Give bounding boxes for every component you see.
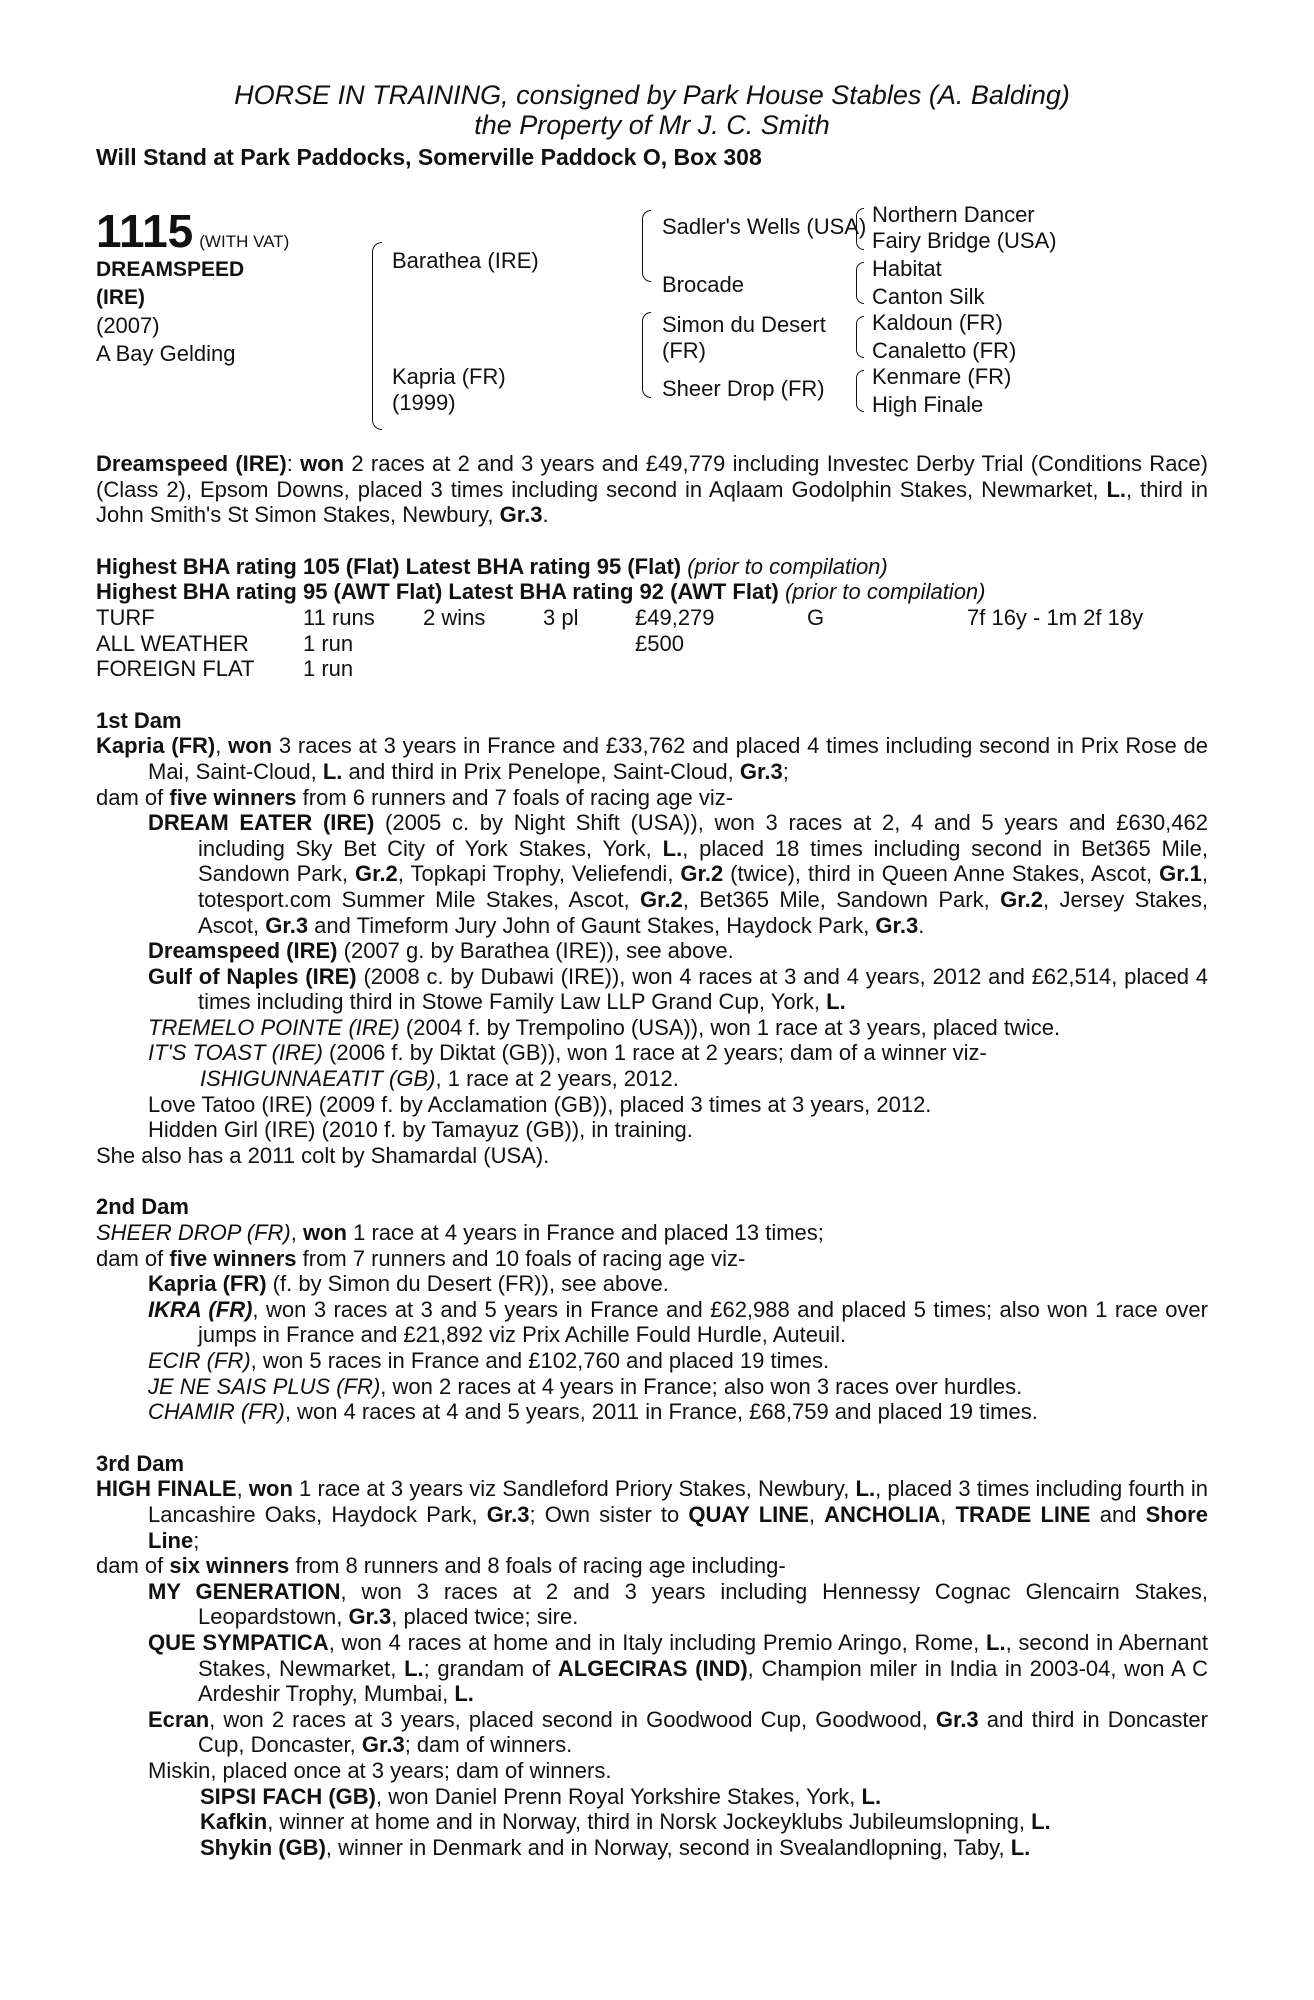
emphasis-text: Gr.3 [499, 502, 543, 528]
text-run: ; dam of winners. [404, 1732, 573, 1758]
brace-gen1 [372, 242, 382, 430]
emphasis-text: L. [826, 989, 846, 1015]
text-run: dam of [96, 1245, 170, 1271]
gen3-ds-sire: Kaldoun (FR) [872, 310, 1003, 335]
dam-year: (1999) [392, 390, 456, 415]
stats-cell [543, 656, 635, 682]
text-run: , won 3 races at 2 and 3 years including Hennessy Cognac Glencairn Stakes, Leopardstown, [198, 1578, 1208, 1630]
emphasis-text: Ecran [148, 1706, 210, 1732]
text-run: , won 5 races in France and £102,760 and placed 19 times. [250, 1348, 830, 1373]
text-run: , placed 18 times including second in Bet365 Mile, Sandown Park, [198, 835, 1208, 887]
emphasis-text: Dreamspeed (IRE) [96, 451, 287, 476]
italic-text: CHAMIR (FR) [148, 1399, 285, 1425]
brace-ss [856, 208, 864, 250]
emphasis-text: IKRA (FR) [148, 1296, 253, 1322]
text-run: , won 3 races at 3 and 5 years in France and £62,988 and placed 5 times; also won 1 race over jumps in France and £21,892 viz Prix Achille Fould Hurdle, Auteuil. [198, 1296, 1208, 1348]
brace-ds [856, 316, 864, 358]
emphasis-text: Dreamspeed (IRE) [148, 938, 338, 964]
emphasis-text: Kapria (FR) [148, 1271, 267, 1297]
emphasis-text: won [300, 451, 345, 476]
gen3-sd-sire: Habitat [872, 256, 942, 281]
ratings-block [96, 554, 1208, 605]
emphasis-text: Gr.1 [1159, 861, 1202, 887]
pedigree-paragraph [96, 785, 1208, 811]
stats-cell: 3 pl [543, 604, 579, 630]
emphasis-text: L. [454, 1681, 474, 1707]
emphasis-text: Gr.3 [739, 758, 783, 784]
stats-cell [543, 631, 635, 657]
text-run: and [1090, 1501, 1146, 1527]
italic-text: JE NE SAIS PLUS (FR) [148, 1373, 381, 1399]
pedigree-paragraph [96, 1297, 1208, 1348]
section-title: 3rd Dam [96, 1450, 185, 1476]
text-run: , Topkapi Trophy, Veliefendi, [397, 861, 681, 887]
gen3-ds-dam: Canaletto (FR) [872, 338, 1017, 363]
emphasis-text: MY GENERATION [148, 1578, 341, 1604]
text-run: ; [782, 758, 789, 784]
horse-name [96, 256, 244, 312]
horse-info [96, 312, 235, 368]
stats-cell: TURF [96, 604, 155, 630]
text-run: , 1 race at 2 years, 2012. [435, 1066, 679, 1092]
dam-sire-line1: Simon du Desert [662, 312, 826, 337]
horse-description: A Bay Gelding [96, 341, 236, 366]
italic-text: SHEER DROP (FR) [96, 1220, 291, 1246]
stats-cell: 7f 16y - 1m 2f 18y [967, 604, 1144, 630]
text-run: and Timeform Jury John of Gaunt Stakes, Haydock Park, [308, 912, 876, 938]
emphasis-text: L. [1031, 1809, 1051, 1835]
text-run: (twice), third in Queen Anne Stakes, Ascot, [723, 861, 1160, 887]
lot-number: 1115 [96, 205, 194, 257]
emphasis-text: Gr.2 [354, 861, 398, 887]
text-run: , won 2 races at 4 years in France; also won 3 races over hurdles. [380, 1373, 1023, 1399]
pedigree-block [96, 200, 1208, 445]
pedigree-paragraph [96, 1066, 1208, 1092]
italic-text: (prior to compilation) [778, 579, 986, 605]
section-title: 1st Dam [96, 707, 182, 733]
text-run: from 7 runners and 10 foals of racing age viz- [296, 1245, 746, 1271]
dam-section [96, 1451, 1208, 1861]
text-run: ; grandam of [423, 1655, 558, 1681]
stats-cell: £49,279 [635, 604, 715, 630]
text-run: She also has a 2011 colt by Shamardal (USA). [96, 1142, 550, 1168]
text-run: (2008 c. by Dubawi (IRE)), won 4 races at 3 and 4 years, 2012 and £62,514, placed 4 times including third in Stowe Family Law LLP Grand Cup, York, [198, 963, 1208, 1015]
italic-text: ISHIGUNNAEATIT (GB) [200, 1066, 436, 1092]
text-run: , won 4 races at home and in Italy including Premio Aringo, Rome, [328, 1629, 986, 1655]
emphasis-text: won [302, 1220, 347, 1246]
stats-cell [423, 656, 543, 682]
vat-note: (WITH VAT) [199, 232, 290, 251]
race-summary [96, 451, 1208, 528]
stats-cell: 1 run [303, 656, 354, 682]
italic-text: TREMELO POINTE (IRE) [148, 1014, 400, 1040]
emphasis-text: Kapria (FR) [96, 733, 216, 759]
pedigree-paragraph [96, 1835, 1208, 1861]
emphasis-text: won [248, 1476, 293, 1502]
text-run: , winner in Denmark and in Norway, second in Svealandlopning, Taby, [325, 1834, 1011, 1860]
emphasis-text: L. [662, 835, 683, 861]
pedigree-paragraph [96, 1579, 1208, 1630]
lot-heading [96, 205, 290, 257]
emphasis-text: Gr.2 [1000, 886, 1043, 912]
emphasis-text: six winners [169, 1553, 290, 1579]
text-run: (2004 f. by Trempolino (USA)), won 1 race at 3 years, placed twice. [399, 1014, 1061, 1040]
stats-row [96, 656, 1208, 682]
dam-sire-line2: (FR) [662, 338, 706, 363]
text-run: , Bet365 Mile, Sandown Park, [682, 886, 1001, 912]
brace-dd [856, 370, 864, 412]
owner-line: the Property of Mr J. C. Smith [474, 110, 830, 140]
brace-sire [642, 210, 651, 282]
emphasis-text: HIGH FINALE [96, 1476, 237, 1502]
italic-text: (prior to compilation) [681, 553, 888, 579]
gen3-dd-dam: High Finale [872, 392, 984, 417]
pedigree-paragraph [96, 1784, 1208, 1810]
stats-cell: ALL WEATHER [96, 630, 249, 656]
text-run: . [918, 912, 925, 938]
stats-cell [967, 631, 1208, 657]
emphasis-text: Shore Line [148, 1501, 1208, 1553]
horse-name-line2: (IRE) [96, 286, 145, 309]
section-title: 2nd Dam [96, 1194, 189, 1220]
text-run: ; [193, 1527, 200, 1553]
pedigree-paragraph [96, 1758, 1208, 1784]
pedigree-paragraph [96, 1553, 1208, 1579]
text-run: dam of [96, 784, 170, 810]
sire-sire: Sadler's Wells (USA) [662, 214, 867, 239]
text-run: 3 races at 3 years in France and £33,762 and placed 4 times including second in Prix Rose de Mai, Saint-Cloud, [148, 733, 1209, 784]
emphasis-text: L. [855, 1476, 876, 1502]
emphasis-text: Gr.3 [265, 912, 309, 938]
emphasis-text: ANCHOLIA [824, 1501, 941, 1527]
horse-name-line1: DREAMSPEED [96, 258, 245, 281]
emphasis-text: Gulf of Naples (IRE) [148, 963, 357, 989]
text-run: from 8 runners and 8 foals of racing age including- [289, 1553, 786, 1579]
emphasis-text: L. [1010, 1834, 1031, 1860]
dam-section [96, 1194, 1208, 1424]
emphasis-text: Highest BHA rating 105 (Flat) Latest BHA rating 95 (Flat) [96, 553, 682, 579]
stats-cell: G [807, 604, 825, 630]
sire: Barathea (IRE) [392, 248, 539, 273]
foaling-year: (2007) [96, 313, 160, 338]
gen3-sd-dam: Canton Silk [872, 284, 985, 309]
emphasis-text: L. [861, 1783, 882, 1809]
text-run: , second in Abernant Stakes, Newmarket, [198, 1629, 1208, 1681]
pedigree-paragraph [96, 1246, 1208, 1272]
stats-cell: 1 run [303, 630, 354, 656]
stats-cell: 2 wins [423, 604, 486, 630]
text-run: , placed twice; sire. [391, 1604, 579, 1630]
emphasis-text: L. [1106, 476, 1126, 502]
catalogue-page [96, 80, 1208, 1860]
pedigree-paragraph [96, 810, 1208, 938]
awt-rating [96, 579, 1208, 605]
text-run: , [808, 1501, 825, 1527]
pedigree-paragraph [96, 1630, 1208, 1707]
italic-text: IT'S TOAST (IRE) [148, 1040, 323, 1066]
emphasis-text: Gr.3 [348, 1604, 392, 1630]
pedigree-paragraph [96, 1476, 1208, 1553]
stats-cell: £500 [635, 630, 684, 656]
emphasis-text: Gr.2 [639, 886, 683, 912]
pedigree-paragraph [96, 1399, 1208, 1425]
emphasis-text: Gr.3 [361, 1732, 405, 1758]
emphasis-text: Gr.2 [680, 861, 724, 887]
sire-dam: Brocade [662, 272, 744, 297]
emphasis-text: L. [404, 1655, 424, 1681]
text-run: 1 race at 3 years viz Sandleford Priory Stakes, Newbury, [292, 1476, 856, 1502]
emphasis-text: Gr.3 [875, 912, 919, 938]
pedigree-paragraph [96, 733, 1208, 784]
text-run: (2005 c. by Night Shift (USA)), won 3 races at 2, 4 and 5 years and £630,462 including Sky Bet City of York Stakes, York, [198, 810, 1208, 861]
pedigree-paragraph [96, 1348, 1208, 1374]
stats-cell [423, 631, 543, 657]
emphasis-text: L. [986, 1629, 1006, 1655]
emphasis-text: Kafkin [200, 1809, 268, 1835]
text-run: (f. by Simon du Desert (FR)), see above. [266, 1271, 669, 1297]
flat-rating [96, 554, 1208, 580]
text-run: , [290, 1220, 303, 1246]
gen3-ss-dam: Fairy Bridge (USA) [872, 228, 1057, 253]
text-run: ; Own sister to [529, 1501, 689, 1527]
text-run: and third in Prix Penelope, Saint-Cloud, [342, 758, 740, 784]
gen3-ss-sire: Northern Dancer [872, 202, 1035, 227]
text-run: dam of [96, 1553, 170, 1579]
text-run: , [940, 1501, 956, 1527]
text-run: 2 races at 2 and 3 years and £49,779 including Investec Derby Trial (Conditions Race) (Class 2), Epsom Downs, placed 3 times including second in Aqlaam Godolphin Stakes, Newmarket, [96, 451, 1208, 502]
emphasis-text: five winners [169, 1245, 297, 1271]
emphasis-text: ALGECIRAS (IND) [557, 1655, 748, 1681]
emphasis-text: won [228, 733, 273, 759]
stats-cell [635, 656, 807, 682]
pedigree-paragraph [96, 1271, 1208, 1297]
text-run: , totesport.com Summer Mile Stakes, Ascot, [198, 861, 1209, 912]
pedigree-paragraph [96, 1374, 1208, 1400]
gen3-dd-sire: Kenmare (FR) [872, 364, 1012, 389]
pedigree-paragraph [96, 1092, 1208, 1118]
text-run: Love Tatoo (IRE) (2009 f. by Acclamation (GB)), placed 3 times at 3 years, 2012. [148, 1091, 932, 1117]
text-run: from 6 runners and 7 foals of racing age viz- [296, 784, 734, 810]
text-run: , [236, 1476, 249, 1502]
pedigree-paragraph [96, 1143, 1208, 1169]
pedigree-paragraph [96, 1117, 1208, 1143]
pedigree-paragraph [96, 1707, 1208, 1758]
text-run: , [215, 733, 229, 759]
pedigree-paragraph [96, 964, 1208, 1015]
stats-cell: FOREIGN FLAT [96, 656, 255, 682]
text-run: : [286, 451, 301, 476]
pedigree-paragraph [96, 938, 1208, 964]
text-run: , Champion miler in India in 2003-04, won A C Ardeshir Trophy, Mumbai, [198, 1655, 1208, 1707]
text-run: (2007 g. by Barathea (IRE)), see above. [337, 938, 734, 964]
emphasis-text: Gr.3 [486, 1501, 530, 1527]
brace-dam [642, 312, 651, 398]
text-run: Hidden Girl (IRE) (2010 f. by Tamayuz (GB)), in training. [148, 1117, 693, 1143]
emphasis-text: DREAM EATER (IRE) [148, 810, 375, 836]
text-run: Miskin, placed once at 3 years; dam of winners. [148, 1757, 612, 1783]
stats-row [96, 605, 1208, 631]
stats-cell [967, 656, 1208, 682]
text-run: . [542, 502, 549, 528]
text-run: , Jersey Stakes, Ascot, [198, 886, 1208, 938]
emphasis-text: Highest BHA rating 95 (AWT Flat) Latest BHA rating 92 (AWT Flat) [96, 579, 779, 605]
italic-text: ECIR (FR) [148, 1348, 251, 1373]
text-run: (2006 f. by Diktat (GB)), won 1 race at 2 years; dam of a winner viz- [322, 1040, 987, 1066]
stats-cell [807, 631, 967, 657]
text-run: , won 4 races at 4 and 5 years, 2011 in France, £68,759 and placed 19 times. [284, 1399, 1038, 1425]
text-run: and third in Doncaster Cup, Doncaster, [198, 1706, 1208, 1758]
brace-sd [856, 262, 864, 304]
pedigree-paragraph [96, 1015, 1208, 1041]
consignor-line: HORSE IN TRAINING, consigned by Park House Stables (A. Balding) [234, 80, 1070, 110]
text-run: , won 2 races at 3 years, placed second in Goodwood Cup, Goodwood, [209, 1706, 936, 1732]
emphasis-text: five winners [169, 784, 297, 810]
stand-location: Will Stand at Park Paddocks, Somerville Paddock O, Box 308 [96, 144, 762, 170]
text-run: , third in John Smith's St Simon Stakes, Newbury, [96, 476, 1208, 528]
stats-cell: 11 runs [303, 604, 375, 630]
pedigree-paragraph [96, 1809, 1208, 1835]
emphasis-text: SIPSI FACH (GB) [200, 1783, 377, 1809]
text-run: , winner at home and in Norway, third in Norsk Jockeyklubs Jubileumslopning, [267, 1809, 1032, 1835]
dam-section [96, 708, 1208, 1169]
dam-dam: Sheer Drop (FR) [662, 376, 825, 401]
stats-row [96, 631, 1208, 657]
pedigree-paragraph [96, 1040, 1208, 1066]
pedigree-paragraph [96, 1220, 1208, 1246]
emphasis-text: TRADE LINE [955, 1501, 1091, 1527]
emphasis-text: Gr.3 [935, 1706, 979, 1732]
emphasis-text: L. [322, 758, 343, 784]
text-run: , placed 3 times including fourth in Lancashire Oaks, Haydock Park, [148, 1476, 1208, 1527]
text-run: , won Daniel Prenn Royal Yorkshire Stakes, York, [376, 1783, 862, 1809]
dam: Kapria (FR) [392, 364, 506, 389]
racing-stats-table [96, 605, 1208, 682]
emphasis-text: QUAY LINE [688, 1501, 809, 1527]
emphasis-text: Shykin (GB) [200, 1834, 326, 1860]
text-run: 1 race at 4 years in France and placed 13 times; [346, 1220, 824, 1246]
emphasis-text: QUE SYMPATICA [148, 1629, 329, 1655]
stats-cell [807, 656, 967, 682]
